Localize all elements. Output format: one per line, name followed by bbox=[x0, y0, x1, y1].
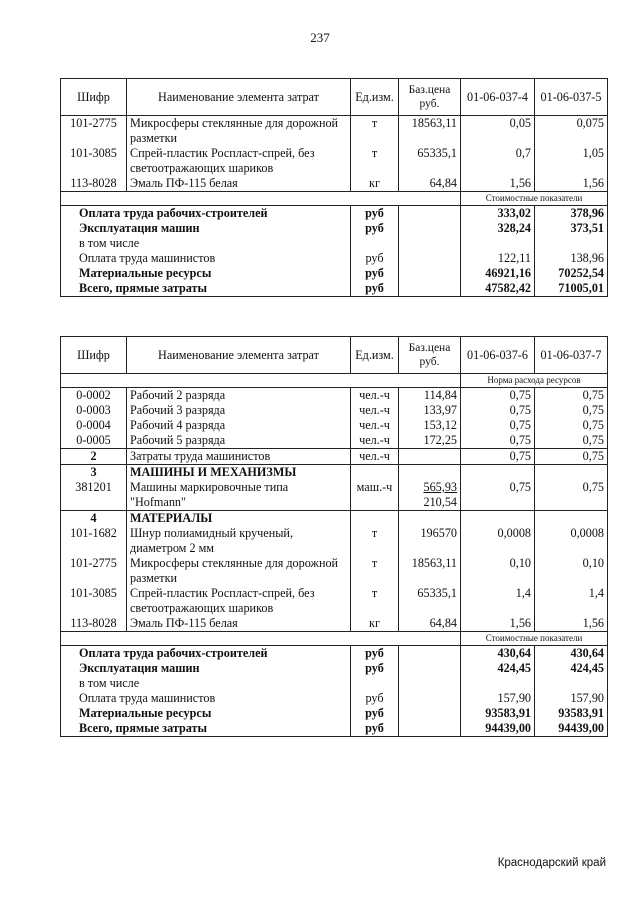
table-header-row bbox=[61, 337, 608, 374]
col-header-code: Шифр bbox=[61, 79, 127, 116]
row-code: 101-2775 bbox=[61, 556, 127, 586]
row-value-1: 0,75 bbox=[461, 403, 535, 418]
row-name: Шнур полиамидный крученый, диаметром 2 мм bbox=[127, 526, 351, 556]
row-code: 101-1682 bbox=[61, 526, 127, 556]
row-unit: чел.-ч bbox=[351, 433, 399, 449]
table-row bbox=[61, 526, 608, 556]
resource-table-2 bbox=[60, 336, 608, 737]
section-title: МАТЕРИАЛЫ bbox=[127, 511, 351, 527]
row-code: 381201 bbox=[61, 480, 127, 511]
row-unit: т bbox=[351, 586, 399, 616]
summary-row bbox=[61, 691, 608, 706]
col-header-rate-1: 01-06-037-4 bbox=[461, 79, 535, 116]
summary-row bbox=[61, 251, 608, 266]
col-header-unit: Ед.изм. bbox=[351, 79, 399, 116]
col-header-name: Наименование элемента затрат bbox=[127, 337, 351, 374]
summary-value-1: 122,11 bbox=[461, 251, 535, 266]
row-unit: кг bbox=[351, 176, 399, 192]
row-value-2: 0,75 bbox=[535, 418, 608, 433]
row-value-1: 0,75 bbox=[461, 449, 535, 465]
col-header-rate-2: 01-06-037-5 bbox=[535, 79, 608, 116]
row-value-1: 0,75 bbox=[461, 388, 535, 404]
table-row bbox=[61, 388, 608, 404]
row-unit: т bbox=[351, 556, 399, 586]
summary-value-1: 333,02 bbox=[461, 206, 535, 222]
row-value-2: 0,0008 bbox=[535, 526, 608, 556]
summary-value-2: 157,90 bbox=[535, 691, 608, 706]
row-price bbox=[399, 480, 461, 511]
row-value-1: 0,75 bbox=[461, 418, 535, 433]
row-price: 196570 bbox=[399, 526, 461, 556]
section-row bbox=[61, 511, 608, 527]
subheader-row bbox=[61, 632, 608, 646]
summary-unit: руб bbox=[351, 251, 399, 266]
row-name: Рабочий 4 разряда bbox=[127, 418, 351, 433]
resource-table-1 bbox=[60, 78, 608, 297]
col-header-unit: Ед.изм. bbox=[351, 337, 399, 374]
summary-unit: руб bbox=[351, 661, 399, 676]
page-number: 237 bbox=[310, 30, 330, 45]
table-row bbox=[61, 433, 608, 449]
row-value-1: 0,0008 bbox=[461, 526, 535, 556]
row-value-2: 1,56 bbox=[535, 176, 608, 192]
row-name: Рабочий 2 разряда bbox=[127, 388, 351, 404]
summary-unit: руб bbox=[351, 691, 399, 706]
summary-row bbox=[61, 721, 608, 737]
row-unit: чел.-ч bbox=[351, 449, 399, 465]
summary-unit: руб bbox=[351, 721, 399, 737]
row-name: Машины маркировочные типа "Hofmann" bbox=[127, 480, 351, 511]
summary-value-2: 94439,00 bbox=[535, 721, 608, 737]
row-code: 0-0002 bbox=[61, 388, 127, 404]
summary-value-2: 424,45 bbox=[535, 661, 608, 676]
summary-value-1: 93583,91 bbox=[461, 706, 535, 721]
row-unit: кг bbox=[351, 616, 399, 632]
row-price: 64,84 bbox=[399, 176, 461, 192]
summary-name: Эксплуатация машин bbox=[61, 661, 351, 676]
summary-row bbox=[61, 221, 608, 236]
row-unit: т bbox=[351, 526, 399, 556]
row-price: 114,84 bbox=[399, 388, 461, 404]
row-price: 18563,11 bbox=[399, 556, 461, 586]
row-value-1: 0,05 bbox=[461, 116, 535, 147]
row-price: 18563,11 bbox=[399, 116, 461, 147]
row-value-2: 0,75 bbox=[535, 480, 608, 511]
summary-value-2: 71005,01 bbox=[535, 281, 608, 297]
summary-name: Всего, прямые затраты bbox=[61, 281, 351, 297]
summary-name: Материальные ресурсы bbox=[61, 266, 351, 281]
row-price: 133,97 bbox=[399, 403, 461, 418]
summary-name: Материальные ресурсы bbox=[61, 706, 351, 721]
subheader-cost-indicators: Стоимостные показатели bbox=[461, 192, 608, 206]
row-value-2: 1,05 bbox=[535, 146, 608, 176]
summary-value-1: 157,90 bbox=[461, 691, 535, 706]
summary-value-2: 378,96 bbox=[535, 206, 608, 222]
row-value-2: 0,75 bbox=[535, 433, 608, 449]
table-row bbox=[61, 616, 608, 632]
summary-name: Эксплуатация машин bbox=[61, 221, 351, 236]
col-header-rate-1: 01-06-037-6 bbox=[461, 337, 535, 374]
row-unit: маш.-ч bbox=[351, 480, 399, 511]
summary-name: Оплата труда машинистов bbox=[61, 691, 351, 706]
row-value-2: 0,75 bbox=[535, 449, 608, 465]
summary-value-1: 328,24 bbox=[461, 221, 535, 236]
row-price: 65335,1 bbox=[399, 146, 461, 176]
summary-value-2: 430,64 bbox=[535, 646, 608, 662]
row-name: Спрей-пластик Роспласт-спрей, без светоотражающих шариков bbox=[127, 586, 351, 616]
row-price-base: 565,93 bbox=[423, 480, 457, 494]
row-name: Эмаль ПФ-115 белая bbox=[127, 616, 351, 632]
summary-name: Всего, прямые затраты bbox=[61, 721, 351, 737]
row-code: 113-8028 bbox=[61, 176, 127, 192]
row-value-2: 0,075 bbox=[535, 116, 608, 147]
row-unit: чел.-ч bbox=[351, 403, 399, 418]
table-row bbox=[61, 586, 608, 616]
section-row bbox=[61, 465, 608, 481]
summary-unit: руб bbox=[351, 706, 399, 721]
row-name: Спрей-пластик Роспласт-спрей, без светоотражающих шариков bbox=[127, 146, 351, 176]
summary-value-1: 430,64 bbox=[461, 646, 535, 662]
summary-value-1: 46921,16 bbox=[461, 266, 535, 281]
row-value-2: 1,4 bbox=[535, 586, 608, 616]
table-row bbox=[61, 146, 608, 176]
summary-value-1: 47582,42 bbox=[461, 281, 535, 297]
summary-value-2: 138,96 bbox=[535, 251, 608, 266]
row-code: 0-0005 bbox=[61, 433, 127, 449]
table-row bbox=[61, 116, 608, 147]
row-price: 64,84 bbox=[399, 616, 461, 632]
summary-row bbox=[61, 206, 608, 222]
row-value-2: 1,56 bbox=[535, 616, 608, 632]
col-header-name: Наименование элемента затрат bbox=[127, 79, 351, 116]
section-title: МАШИНЫ И МЕХАНИЗМЫ bbox=[127, 465, 351, 481]
row-unit: чел.-ч bbox=[351, 418, 399, 433]
table-header-row bbox=[61, 79, 608, 116]
row-code: 113-8028 bbox=[61, 616, 127, 632]
subheader-norm: Норма расхода ресурсов bbox=[461, 374, 608, 388]
row-code: 0-0004 bbox=[61, 418, 127, 433]
summary-name: в том числе bbox=[61, 676, 351, 691]
row-price-secondary: 210,54 bbox=[423, 495, 457, 509]
row-value-1: 0,75 bbox=[461, 433, 535, 449]
table-row bbox=[61, 403, 608, 418]
summary-value-1: 424,45 bbox=[461, 661, 535, 676]
table-row bbox=[61, 556, 608, 586]
row-unit: т bbox=[351, 116, 399, 147]
row-name: Микросферы стеклянные для дорожной разметки bbox=[127, 116, 351, 147]
row-name: Затраты труда машинистов bbox=[127, 449, 351, 465]
summary-value-1: 94439,00 bbox=[461, 721, 535, 737]
subheader-cost-indicators: Стоимостные показатели bbox=[461, 632, 608, 646]
row-value-1: 1,56 bbox=[461, 616, 535, 632]
row-unit: чел.-ч bbox=[351, 388, 399, 404]
row-value-1: 0,10 bbox=[461, 556, 535, 586]
col-header-rate-2: 01-06-037-7 bbox=[535, 337, 608, 374]
row-value-1: 1,56 bbox=[461, 176, 535, 192]
summary-unit: руб bbox=[351, 646, 399, 662]
row-price: 153,12 bbox=[399, 418, 461, 433]
row-code: 2 bbox=[61, 449, 127, 465]
summary-row bbox=[61, 661, 608, 676]
summary-row bbox=[61, 266, 608, 281]
footer-region: Краснодарский край bbox=[497, 857, 606, 869]
subheader-row bbox=[61, 192, 608, 206]
summary-unit: руб bbox=[351, 206, 399, 222]
row-unit: т bbox=[351, 146, 399, 176]
col-header-price: Баз.цена руб. bbox=[399, 79, 461, 116]
row-code: 101-3085 bbox=[61, 146, 127, 176]
row-name: Эмаль ПФ-115 белая bbox=[127, 176, 351, 192]
table-row bbox=[61, 480, 608, 511]
row-name: Микросферы стеклянные для дорожной разметки bbox=[127, 556, 351, 586]
summary-value-2: 93583,91 bbox=[535, 706, 608, 721]
summary-row bbox=[61, 646, 608, 662]
row-name: Рабочий 5 разряда bbox=[127, 433, 351, 449]
table-row bbox=[61, 449, 608, 465]
summary-unit: руб bbox=[351, 266, 399, 281]
summary-unit: руб bbox=[351, 221, 399, 236]
row-code: 101-3085 bbox=[61, 586, 127, 616]
row-price: 172,25 bbox=[399, 433, 461, 449]
summary-name: Оплата труда рабочих-строителей bbox=[61, 646, 351, 662]
section-code: 4 bbox=[61, 511, 127, 527]
summary-unit: руб bbox=[351, 281, 399, 297]
row-code: 0-0003 bbox=[61, 403, 127, 418]
table-row bbox=[61, 418, 608, 433]
table-row bbox=[61, 176, 608, 192]
summary-row bbox=[61, 706, 608, 721]
summary-value-2: 373,51 bbox=[535, 221, 608, 236]
row-value-2: 0,10 bbox=[535, 556, 608, 586]
row-price: 65335,1 bbox=[399, 586, 461, 616]
subheader-row bbox=[61, 374, 608, 388]
summary-name: Оплата труда машинистов bbox=[61, 251, 351, 266]
row-value-1: 1,4 bbox=[461, 586, 535, 616]
row-value-1: 0,7 bbox=[461, 146, 535, 176]
row-value-2: 0,75 bbox=[535, 388, 608, 404]
row-value-2: 0,75 bbox=[535, 403, 608, 418]
summary-name: в том числе bbox=[61, 236, 351, 251]
summary-name: Оплата труда рабочих-строителей bbox=[61, 206, 351, 222]
col-header-price: Баз.цена руб. bbox=[399, 337, 461, 374]
summary-row bbox=[61, 281, 608, 297]
col-header-code: Шифр bbox=[61, 337, 127, 374]
row-value-1: 0,75 bbox=[461, 480, 535, 511]
row-code: 101-2775 bbox=[61, 116, 127, 147]
row-name: Рабочий 3 разряда bbox=[127, 403, 351, 418]
summary-row bbox=[61, 676, 608, 691]
summary-value-2: 70252,54 bbox=[535, 266, 608, 281]
section-code: 3 bbox=[61, 465, 127, 481]
summary-row bbox=[61, 236, 608, 251]
